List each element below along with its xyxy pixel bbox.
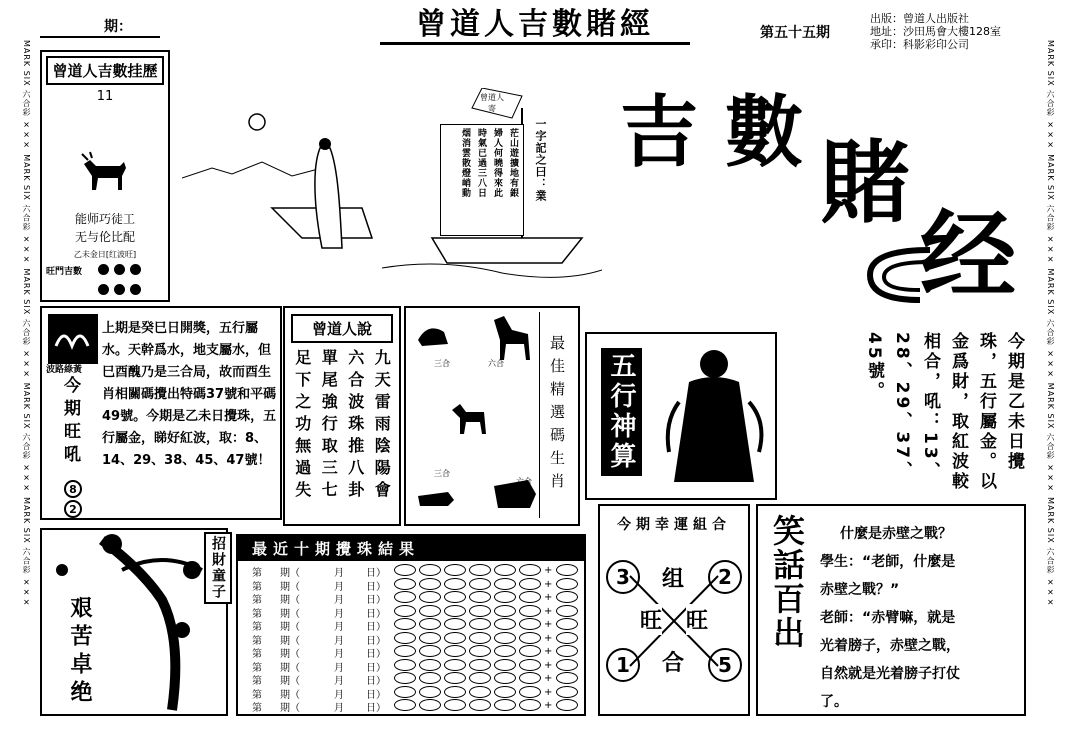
result-row-label: 第 <box>252 649 262 660</box>
lucky-number-dots <box>98 260 141 279</box>
result-row-label: 月 <box>334 608 344 620</box>
number-oval <box>519 618 541 630</box>
number-oval <box>394 564 416 576</box>
result-ovals <box>394 591 581 603</box>
result-row-label: 月 <box>334 676 344 687</box>
result-row-label: 期（ <box>280 676 300 687</box>
result-row <box>238 686 584 699</box>
number-oval <box>494 591 516 603</box>
result-row-label: 期（ <box>280 635 300 647</box>
number-oval <box>419 672 441 684</box>
address-line: 地址：沙田馬會大樓128室 <box>870 25 1001 38</box>
joke-line-6: 自然就是光着膀子打仗 <box>820 666 960 682</box>
result-row <box>238 659 584 672</box>
results-rows <box>238 564 584 714</box>
number-oval <box>494 672 516 684</box>
number-oval <box>394 699 416 711</box>
result-row-label: 第 <box>252 689 262 701</box>
combo-center-top: 组 <box>662 562 684 593</box>
result-row-label: 第 <box>252 595 262 606</box>
result-row-label: 第 <box>252 622 262 633</box>
wave-logo-icon <box>48 314 98 364</box>
number-oval <box>494 686 516 698</box>
issue-number: 第五十五期 <box>760 25 830 41</box>
number-oval <box>519 699 541 711</box>
wave-panel <box>40 306 282 520</box>
number-oval <box>394 578 416 590</box>
plus-sign: + <box>544 686 553 698</box>
number-oval <box>519 564 541 576</box>
result-row-label: 日） <box>366 689 386 701</box>
elements-text: 今期是乙未日攪珠，五行屬金。以金爲財，取紅波較相合，吼：13、28、29、37、45號。 <box>864 332 1024 492</box>
taoist-says-title: 曾道人說 <box>291 314 393 343</box>
number-oval <box>519 632 541 644</box>
fortune-boy-label: 招財童子 <box>204 532 232 604</box>
big-title-shu: 數 <box>725 87 804 178</box>
number-oval <box>469 591 491 603</box>
joke-line-2: 學生：“老師，什麼是 <box>820 554 956 570</box>
combo-number-2: 2 <box>708 560 742 594</box>
number-oval <box>444 578 466 590</box>
result-row-label: 期（ <box>280 568 300 579</box>
result-row-label: 日） <box>366 608 386 620</box>
painting-panel <box>40 528 228 716</box>
joke-line-1: 什麼是赤壁之戰？ <box>840 526 952 542</box>
number-oval <box>519 672 541 684</box>
result-row <box>238 672 584 685</box>
number-oval <box>444 632 466 644</box>
number-oval <box>394 591 416 603</box>
calendar-day: 11 <box>96 89 114 104</box>
riddle-poem: 茫山遊擴地有銀 婦人何曉得來此 時氣已過三八日 烟消雲散燈峭動 <box>440 124 524 236</box>
result-row <box>238 578 584 591</box>
big-title-ji: 吉 <box>620 87 699 178</box>
result-row-label: 月 <box>334 568 344 579</box>
number-oval <box>494 659 516 671</box>
result-row-label: 第 <box>252 568 262 579</box>
left-side-strip: MARK SIX 六合彩 ✕✕✕ MARK SIX 六合彩 ✕✕✕ MARK SIX 六合彩 ✕✕✕ MARK SIX 六合彩 ✕✕✕ MARK SIX 六合彩 ✕✕✕ <box>22 40 31 608</box>
number-oval <box>444 659 466 671</box>
number-oval <box>394 632 416 644</box>
result-ovals <box>394 659 581 671</box>
number-oval <box>419 632 441 644</box>
plus-sign: + <box>544 673 553 684</box>
printer-line: 承印：科影彩印公司 <box>870 38 969 51</box>
big-title-du: 賭 <box>820 130 910 236</box>
number-oval <box>444 591 466 603</box>
wave-vertical-title: 今期旺吼 <box>60 376 80 468</box>
plus-sign: + <box>544 605 553 617</box>
result-row-label: 期（ <box>280 608 300 620</box>
number-oval <box>494 632 516 644</box>
combo-center-left: 旺 <box>640 604 662 635</box>
joke-line-4: 老師：“赤臂嘛，就是 <box>820 610 956 626</box>
zodiac-label-1: 三合 <box>434 359 450 368</box>
result-row-label: 日） <box>366 568 386 579</box>
number-oval <box>519 645 541 657</box>
elements-text-panel <box>780 332 1028 500</box>
number-oval <box>394 645 416 657</box>
zodiac-animals-icon <box>408 310 538 520</box>
number-oval <box>469 672 491 684</box>
result-ovals <box>394 672 581 684</box>
calendar-poem: 能师巧徒工 无与伦比配 乙未金日[红波旺] <box>73 212 137 259</box>
plus-sign: + <box>544 565 553 576</box>
result-row-label: 期（ <box>280 649 300 660</box>
lucky-combo-panel <box>598 504 750 716</box>
combo-number-5: 5 <box>708 648 742 682</box>
result-row-label: 月 <box>334 581 344 593</box>
result-row-label: 月 <box>334 649 344 660</box>
result-row-label: 月 <box>334 662 344 674</box>
number-oval <box>444 605 466 617</box>
result-ovals <box>394 686 581 698</box>
lucky-combo-title: 今期幸運組合 <box>617 517 731 533</box>
result-row-label: 日） <box>366 635 386 647</box>
number-oval <box>419 686 441 698</box>
number-oval <box>469 645 491 657</box>
number-oval <box>394 605 416 617</box>
result-row <box>238 591 584 604</box>
number-oval <box>444 564 466 576</box>
calendar-title: 曾道人吉數挂歷 <box>46 56 164 85</box>
zodiac-label-3: 三合 <box>434 469 450 478</box>
result-row-label: 日） <box>366 662 386 674</box>
result-row-label: 日） <box>366 581 386 593</box>
number-oval <box>469 686 491 698</box>
taoist-says-columns: 九天雷雨陰陽會 六合波珠推八卦 單尾強行取三七 足下之功無過失 <box>292 349 392 503</box>
special-number-oval <box>556 564 578 576</box>
result-row-label: 月 <box>334 622 344 633</box>
publisher-info <box>870 12 1001 51</box>
result-row-label: 月 <box>334 595 344 606</box>
joke-line-7: 了。 <box>820 694 848 710</box>
result-row <box>238 632 584 645</box>
zodiac-label-4: 六合 <box>516 477 532 486</box>
plus-sign: + <box>544 659 553 671</box>
number-oval <box>494 699 516 711</box>
result-row-label: 月 <box>334 635 344 647</box>
joke-text <box>820 520 1018 716</box>
results-panel <box>236 534 586 716</box>
result-row-label: 日） <box>366 595 386 606</box>
number-oval <box>419 699 441 711</box>
combo-number-3: 3 <box>606 560 640 594</box>
result-row-label: 第 <box>252 703 262 714</box>
result-ovals <box>394 632 581 644</box>
special-number-oval <box>556 659 578 671</box>
page-title: 曾道人吉數賭經 <box>380 8 690 45</box>
circle-number-1: 8 <box>64 480 82 498</box>
result-row-label: 期（ <box>280 581 300 593</box>
result-row-label: 期（ <box>280 662 300 674</box>
special-number-oval <box>556 672 578 684</box>
number-oval <box>469 578 491 590</box>
wave-label: 波路綠黃 <box>46 365 83 375</box>
number-oval <box>494 618 516 630</box>
plus-sign: + <box>544 578 553 590</box>
right-side-strip: MARK SIX 六合彩 ✕✕✕ MARK SIX 六合彩 ✕✕✕ MARK SIX 六合彩 ✕✕✕ MARK SIX 六合彩 ✕✕✕ MARK SIX 六合彩 ✕✕✕ <box>1046 40 1055 608</box>
joke-panel <box>756 504 1026 716</box>
result-row <box>238 618 584 631</box>
publisher-line: 出版：曾道人出版社 <box>870 12 969 25</box>
joke-line-3: 赤壁之戰？” <box>820 582 900 598</box>
result-row-label: 第 <box>252 581 262 593</box>
result-row-label: 月 <box>334 703 344 714</box>
hanging-calendar <box>40 50 170 302</box>
special-number-oval <box>556 645 578 657</box>
number-oval <box>494 645 516 657</box>
joke-line-5: 光着膀子，赤壁之戰， <box>820 638 960 654</box>
result-row-label: 第 <box>252 608 262 620</box>
number-oval <box>519 578 541 590</box>
result-row-label: 期（ <box>280 703 300 714</box>
special-number-oval <box>556 699 578 711</box>
number-oval <box>469 699 491 711</box>
riddle-header: 一字記之曰：業 <box>534 118 547 202</box>
result-ovals <box>394 699 581 711</box>
plus-sign: + <box>544 646 553 657</box>
plus-sign: + <box>544 632 553 644</box>
number-oval <box>419 605 441 617</box>
result-row-label: 期（ <box>280 622 300 633</box>
result-ovals <box>394 578 581 590</box>
number-oval <box>494 578 516 590</box>
number-oval <box>394 672 416 684</box>
result-row-label: 日） <box>366 622 386 633</box>
result-row-label: 期（ <box>280 689 300 701</box>
five-elements-panel <box>585 332 777 500</box>
result-row-label: 期（ <box>280 595 300 606</box>
result-ovals <box>394 618 581 630</box>
number-oval <box>444 672 466 684</box>
header-issue-fragment: 期： <box>40 14 160 38</box>
number-oval <box>419 618 441 630</box>
result-row-label: 日） <box>366 676 386 687</box>
number-oval <box>519 659 541 671</box>
special-number-oval <box>556 618 578 630</box>
number-oval <box>394 686 416 698</box>
plus-sign: + <box>544 592 553 603</box>
number-oval <box>444 699 466 711</box>
zodiac-label-2: 六合 <box>488 359 504 368</box>
wave-text: 上期是癸巳日開獎，五行屬水。天幹爲水，地支屬水，但巳酉醜乃是三合局，故而酉生肖相關碼攪出特碼37號和平碼49號。今期是乙未日攪珠，五行屬金，睇好紅波，取：8、14、29、38、45、47號！ <box>102 321 277 468</box>
number-oval <box>469 659 491 671</box>
number-oval <box>444 618 466 630</box>
result-row <box>238 645 584 658</box>
zodiac-panel <box>404 306 580 526</box>
number-oval <box>519 686 541 698</box>
number-oval <box>419 578 441 590</box>
combo-number-1: 1 <box>606 648 640 682</box>
number-oval <box>494 564 516 576</box>
boat-flag: 曾道人寄 <box>480 93 504 113</box>
number-oval <box>419 645 441 657</box>
big-title-jing: 经 <box>920 199 1016 312</box>
result-row <box>238 564 584 577</box>
result-ovals <box>394 605 581 617</box>
result-row-label: 日） <box>366 703 386 714</box>
number-oval <box>469 564 491 576</box>
number-oval <box>394 618 416 630</box>
painting-caption: 艰苦卓绝 <box>67 596 92 708</box>
number-oval <box>519 605 541 617</box>
joke-vertical-title: 笑話百出 <box>768 514 806 650</box>
number-oval <box>419 591 441 603</box>
number-oval <box>394 659 416 671</box>
number-oval <box>469 632 491 644</box>
combo-center-right: 旺 <box>686 604 708 635</box>
number-oval <box>419 659 441 671</box>
number-oval <box>444 645 466 657</box>
number-oval <box>494 605 516 617</box>
deity-figure-icon <box>659 342 769 492</box>
result-row-label: 第 <box>252 662 262 674</box>
lucky-number-dots-2 <box>98 280 141 299</box>
plus-sign: + <box>544 700 553 711</box>
result-row-label: 第 <box>252 635 262 647</box>
number-oval <box>469 618 491 630</box>
taoist-says-panel <box>283 306 401 526</box>
result-ovals <box>394 645 581 657</box>
number-oval <box>444 686 466 698</box>
number-oval <box>519 591 541 603</box>
scenery-illustration <box>182 88 602 288</box>
results-title: 最近十期攪珠結果 <box>238 536 584 561</box>
number-oval <box>419 564 441 576</box>
number-oval <box>469 605 491 617</box>
five-elements-title: 五行神算 <box>601 348 642 476</box>
plus-sign: + <box>544 619 553 630</box>
result-row-label: 第 <box>252 676 262 687</box>
lucky-label: 旺門吉數 <box>46 267 83 277</box>
result-ovals <box>394 564 581 576</box>
wave-decoration-icon <box>850 240 940 310</box>
special-number-oval <box>556 578 578 590</box>
special-number-oval <box>556 591 578 603</box>
result-row <box>238 699 584 712</box>
circle-number-2: 2 <box>64 500 82 518</box>
result-row-label: 日） <box>366 649 386 660</box>
combo-center-bottom: 合 <box>662 646 684 677</box>
special-number-oval <box>556 605 578 617</box>
result-row-label: 月 <box>334 689 344 701</box>
zodiac-side-text: 最佳精選碼生肖 <box>539 312 574 518</box>
goat-icon <box>76 150 136 200</box>
special-number-oval <box>556 686 578 698</box>
result-row <box>238 605 584 618</box>
special-number-oval <box>556 632 578 644</box>
